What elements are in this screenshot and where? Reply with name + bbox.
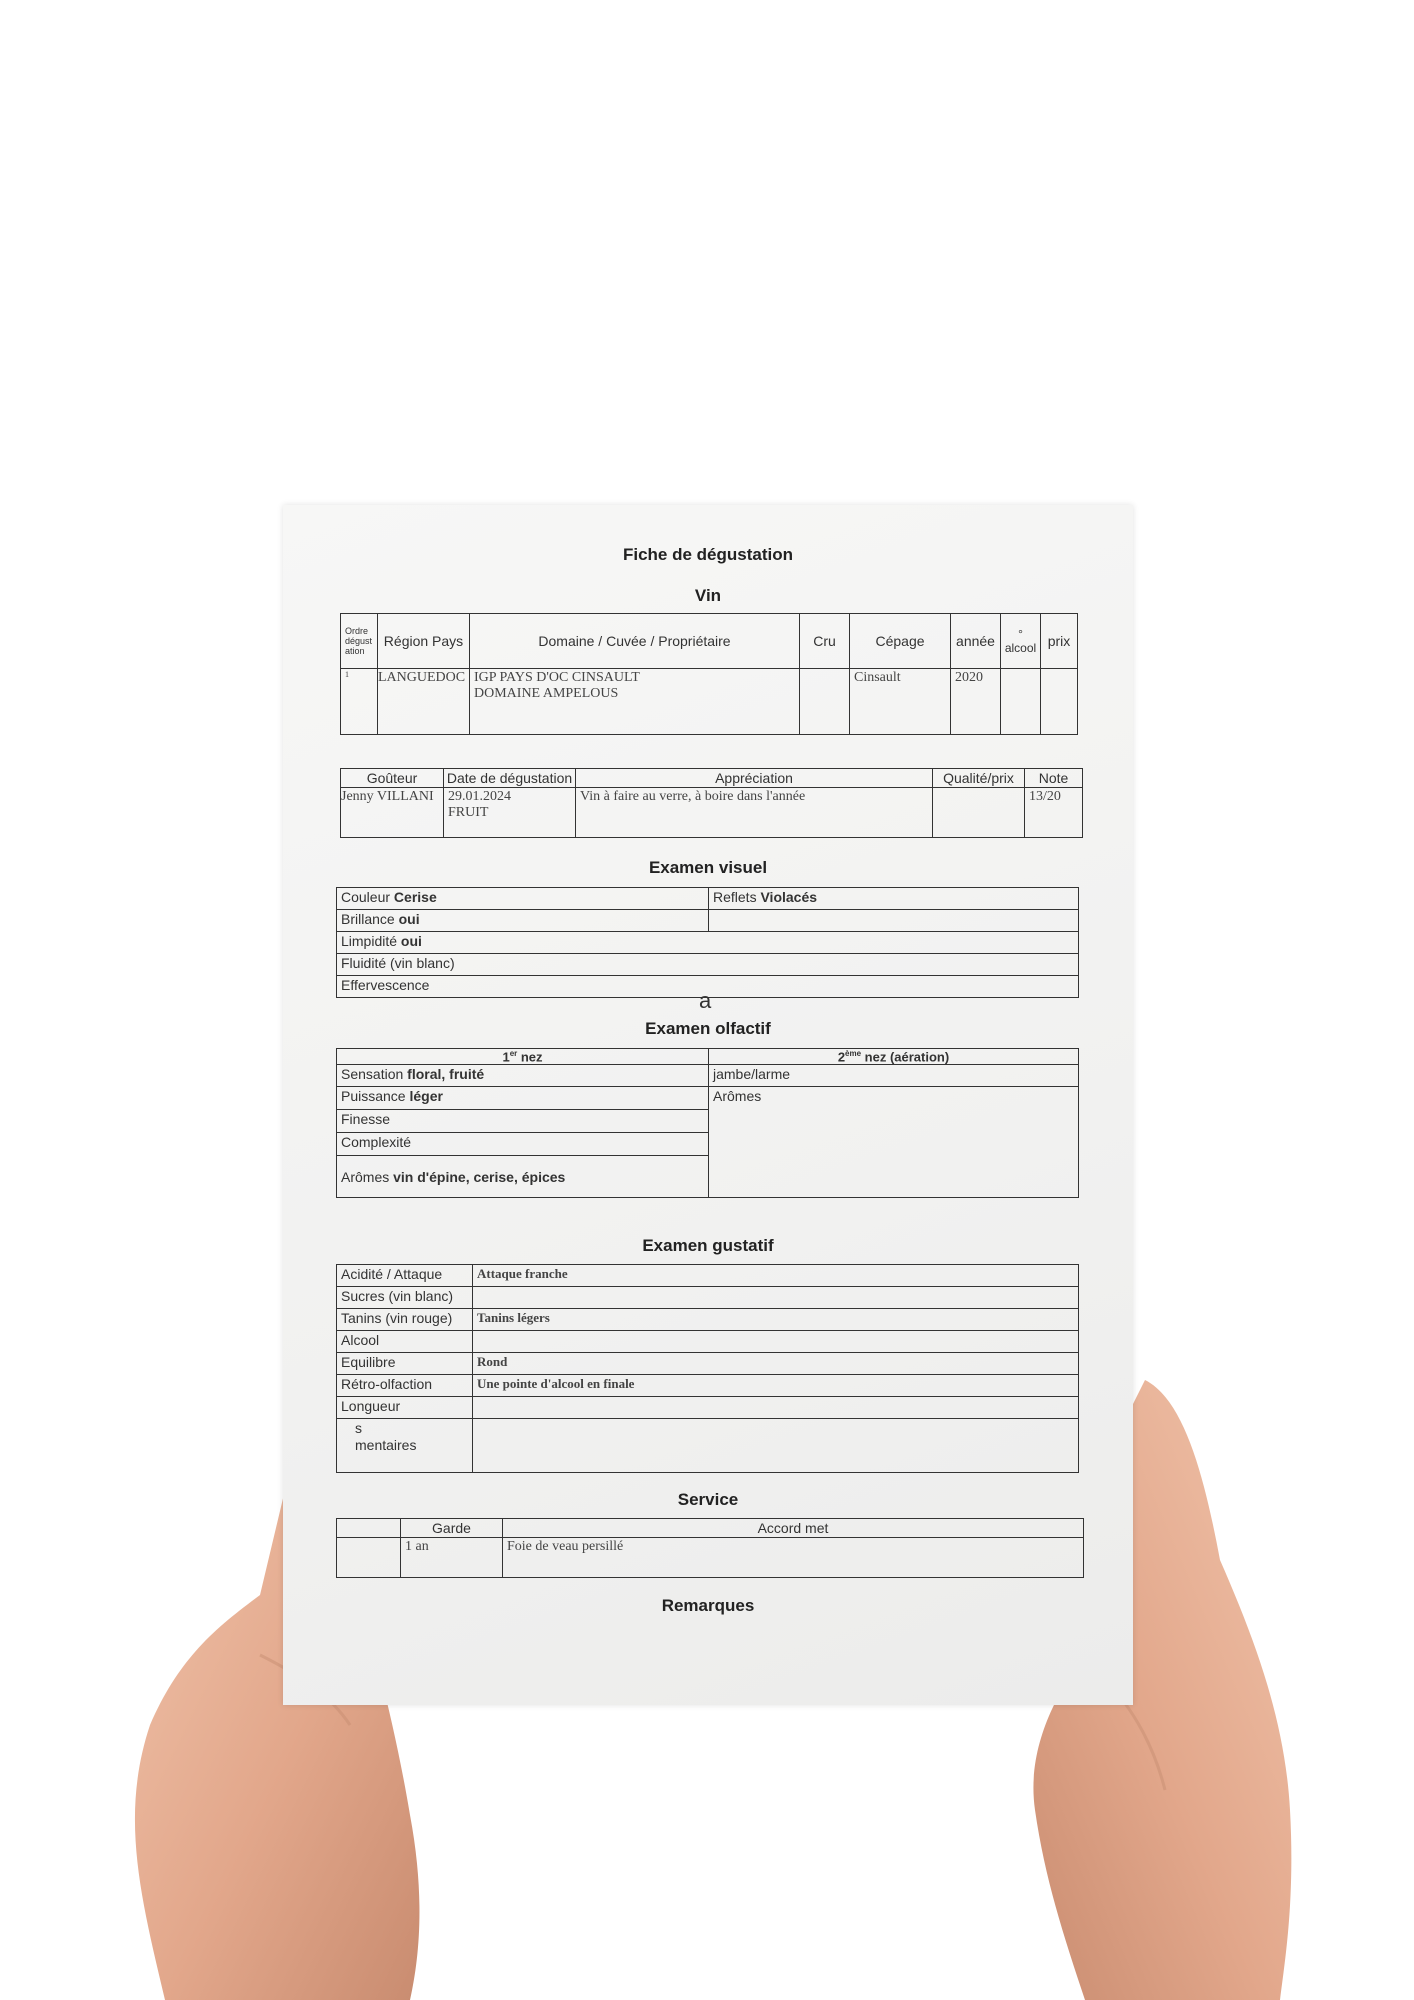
- cell-qualite-prix: [933, 788, 1025, 838]
- jambe-cell: jambe/larme: [709, 1065, 1079, 1087]
- gustatory-label: Longueur: [337, 1397, 473, 1419]
- service-heading: Service: [677, 1490, 739, 1509]
- taster-table: [340, 768, 1083, 838]
- domaine-line-2: DOMAINE AMPELOUS: [474, 686, 619, 701]
- header-qualite-prix: Qualité/prix: [933, 769, 1025, 788]
- cell-region: LANGUEDOC: [378, 669, 470, 735]
- comment-value-cell: [473, 1419, 1079, 1473]
- stray-character: a: [699, 988, 712, 1013]
- couleur-cell: [337, 888, 709, 910]
- header-ordre: Ordre dégust ation: [341, 614, 378, 669]
- cell-cru: [800, 669, 850, 735]
- brillance-label: Brillance: [341, 911, 395, 927]
- gustatory-label: Sucres (vin blanc): [337, 1287, 473, 1309]
- empty-cell: [709, 910, 1079, 932]
- gustatory-label: Rétro-olfaction: [337, 1375, 473, 1397]
- olfactory-heading: Examen olfactif: [645, 1019, 771, 1038]
- complexite-cell: Complexité: [337, 1133, 709, 1156]
- gustatory-label: Equilibre: [337, 1353, 473, 1375]
- olfactory-table: [336, 1048, 1079, 1198]
- gustatory-row: [337, 1375, 1079, 1397]
- gustatory-value: Une pointe d'alcool en finale: [473, 1375, 1079, 1397]
- gustatory-row: [337, 1397, 1079, 1419]
- sensation-cell: [337, 1065, 709, 1087]
- header-cru: Cru: [800, 614, 850, 669]
- header-appreciation: Appréciation: [576, 769, 933, 788]
- gustatory-heading: Examen gustatif: [642, 1236, 774, 1255]
- gustatory-label: Alcool: [337, 1331, 473, 1353]
- limpidite-label: Limpidité: [341, 933, 398, 949]
- cell-gouteur: Jenny VILLANI: [341, 788, 444, 838]
- service-blank-cell: [337, 1538, 401, 1578]
- fluidite-cell: Fluidité (vin blanc): [337, 954, 1079, 976]
- comment-label-line-1: s: [355, 1420, 362, 1436]
- cell-appreciation: Vin à faire au verre, à boire dans l'année: [576, 788, 933, 838]
- aromes-label: Arômes: [341, 1168, 390, 1185]
- cell-garde: 1 an: [401, 1538, 503, 1578]
- sensation-label: Sensation: [341, 1066, 404, 1083]
- gustatory-row: [337, 1265, 1079, 1287]
- domaine-line-1: IGP PAYS D'OC CINSAULT: [474, 670, 640, 685]
- date-line-2: FRUIT: [448, 805, 489, 820]
- gustatory-row: [337, 1287, 1079, 1309]
- cell-note: 13/20: [1025, 788, 1083, 838]
- nez2-header: 2ème nez (aération): [709, 1049, 1079, 1065]
- effervescence-cell: Effervescence: [337, 976, 1079, 998]
- gustatory-value: [473, 1331, 1079, 1353]
- service-blank-header: [337, 1519, 401, 1538]
- header-region: Région Pays: [378, 614, 470, 669]
- cell-cepage: Cinsault: [850, 669, 951, 735]
- aromes-value: vin d'épine, cerise, épices: [393, 1168, 566, 1185]
- reflets-cell: [709, 888, 1079, 910]
- gustatory-row: [337, 1353, 1079, 1375]
- puissance-value: léger: [409, 1088, 443, 1105]
- couleur-label: Couleur: [341, 889, 391, 905]
- header-note: Note: [1025, 769, 1083, 788]
- puissance-cell: [337, 1087, 709, 1110]
- visual-table: [336, 887, 1079, 998]
- finesse-cell: Finesse: [337, 1110, 709, 1133]
- gustatory-row: [337, 1309, 1079, 1331]
- header-cepage: Cépage: [850, 614, 951, 669]
- date-line-1: 29.01.2024: [448, 789, 511, 804]
- gustatory-value: Attaque franche: [473, 1265, 1079, 1287]
- aromes2-cell: Arômes: [709, 1087, 1079, 1198]
- header-gouteur: Goûteur: [341, 769, 444, 788]
- gustatory-rows: [337, 1265, 1079, 1419]
- header-domaine: Domaine / Cuvée / Propriétaire: [470, 614, 800, 669]
- wine-table: [340, 613, 1078, 735]
- visual-heading: Examen visuel: [648, 858, 768, 877]
- header-alcool: ° alcool: [1001, 614, 1041, 669]
- gustatory-label: Acidité / Attaque: [337, 1265, 473, 1287]
- limpidite-value: oui: [400, 933, 422, 949]
- gustatory-value: [473, 1287, 1079, 1309]
- cell-ordre: 1: [341, 669, 378, 735]
- header-accord: Accord met: [503, 1519, 1084, 1538]
- brillance-value: oui: [398, 911, 420, 927]
- cell-accord: Foie de veau persillé: [503, 1538, 1084, 1578]
- nez1-header: 1er nez: [337, 1049, 709, 1065]
- gustatory-label: Tanins (vin rouge): [337, 1309, 473, 1331]
- cell-domaine: [470, 669, 800, 735]
- brillance-cell: [337, 910, 709, 932]
- gustatory-table: [336, 1264, 1079, 1473]
- service-table: [336, 1518, 1084, 1578]
- sheet-title: Fiche de dégustation: [622, 545, 794, 564]
- comment-label-line-2: mentaires: [355, 1437, 417, 1453]
- limpidite-cell: [337, 932, 1079, 954]
- tasting-sheet: [283, 505, 1133, 1705]
- couleur-value: Cerise: [393, 889, 437, 905]
- comment-label-cell: [337, 1419, 473, 1473]
- cell-date: [444, 788, 576, 838]
- header-prix: prix: [1041, 614, 1078, 669]
- reflets-value: Violacés: [760, 889, 818, 905]
- gustatory-value: [473, 1397, 1079, 1419]
- cell-prix: [1041, 669, 1078, 735]
- cell-alcool: [1001, 669, 1041, 735]
- wine-heading: Vin: [694, 586, 722, 605]
- cell-annee: 2020: [951, 669, 1001, 735]
- remarks-heading: Remarques: [661, 1596, 755, 1615]
- reflets-label: Reflets: [713, 889, 757, 905]
- header-garde: Garde: [401, 1519, 503, 1538]
- gustatory-value: Rond: [473, 1353, 1079, 1375]
- puissance-label: Puissance: [341, 1088, 406, 1105]
- sensation-value: floral, fruité: [407, 1066, 485, 1083]
- gustatory-value: Tanins légers: [473, 1309, 1079, 1331]
- gustatory-row: [337, 1331, 1079, 1353]
- header-annee: année: [951, 614, 1001, 669]
- aromes-cell: [337, 1156, 709, 1198]
- header-date: Date de dégustation: [444, 769, 576, 788]
